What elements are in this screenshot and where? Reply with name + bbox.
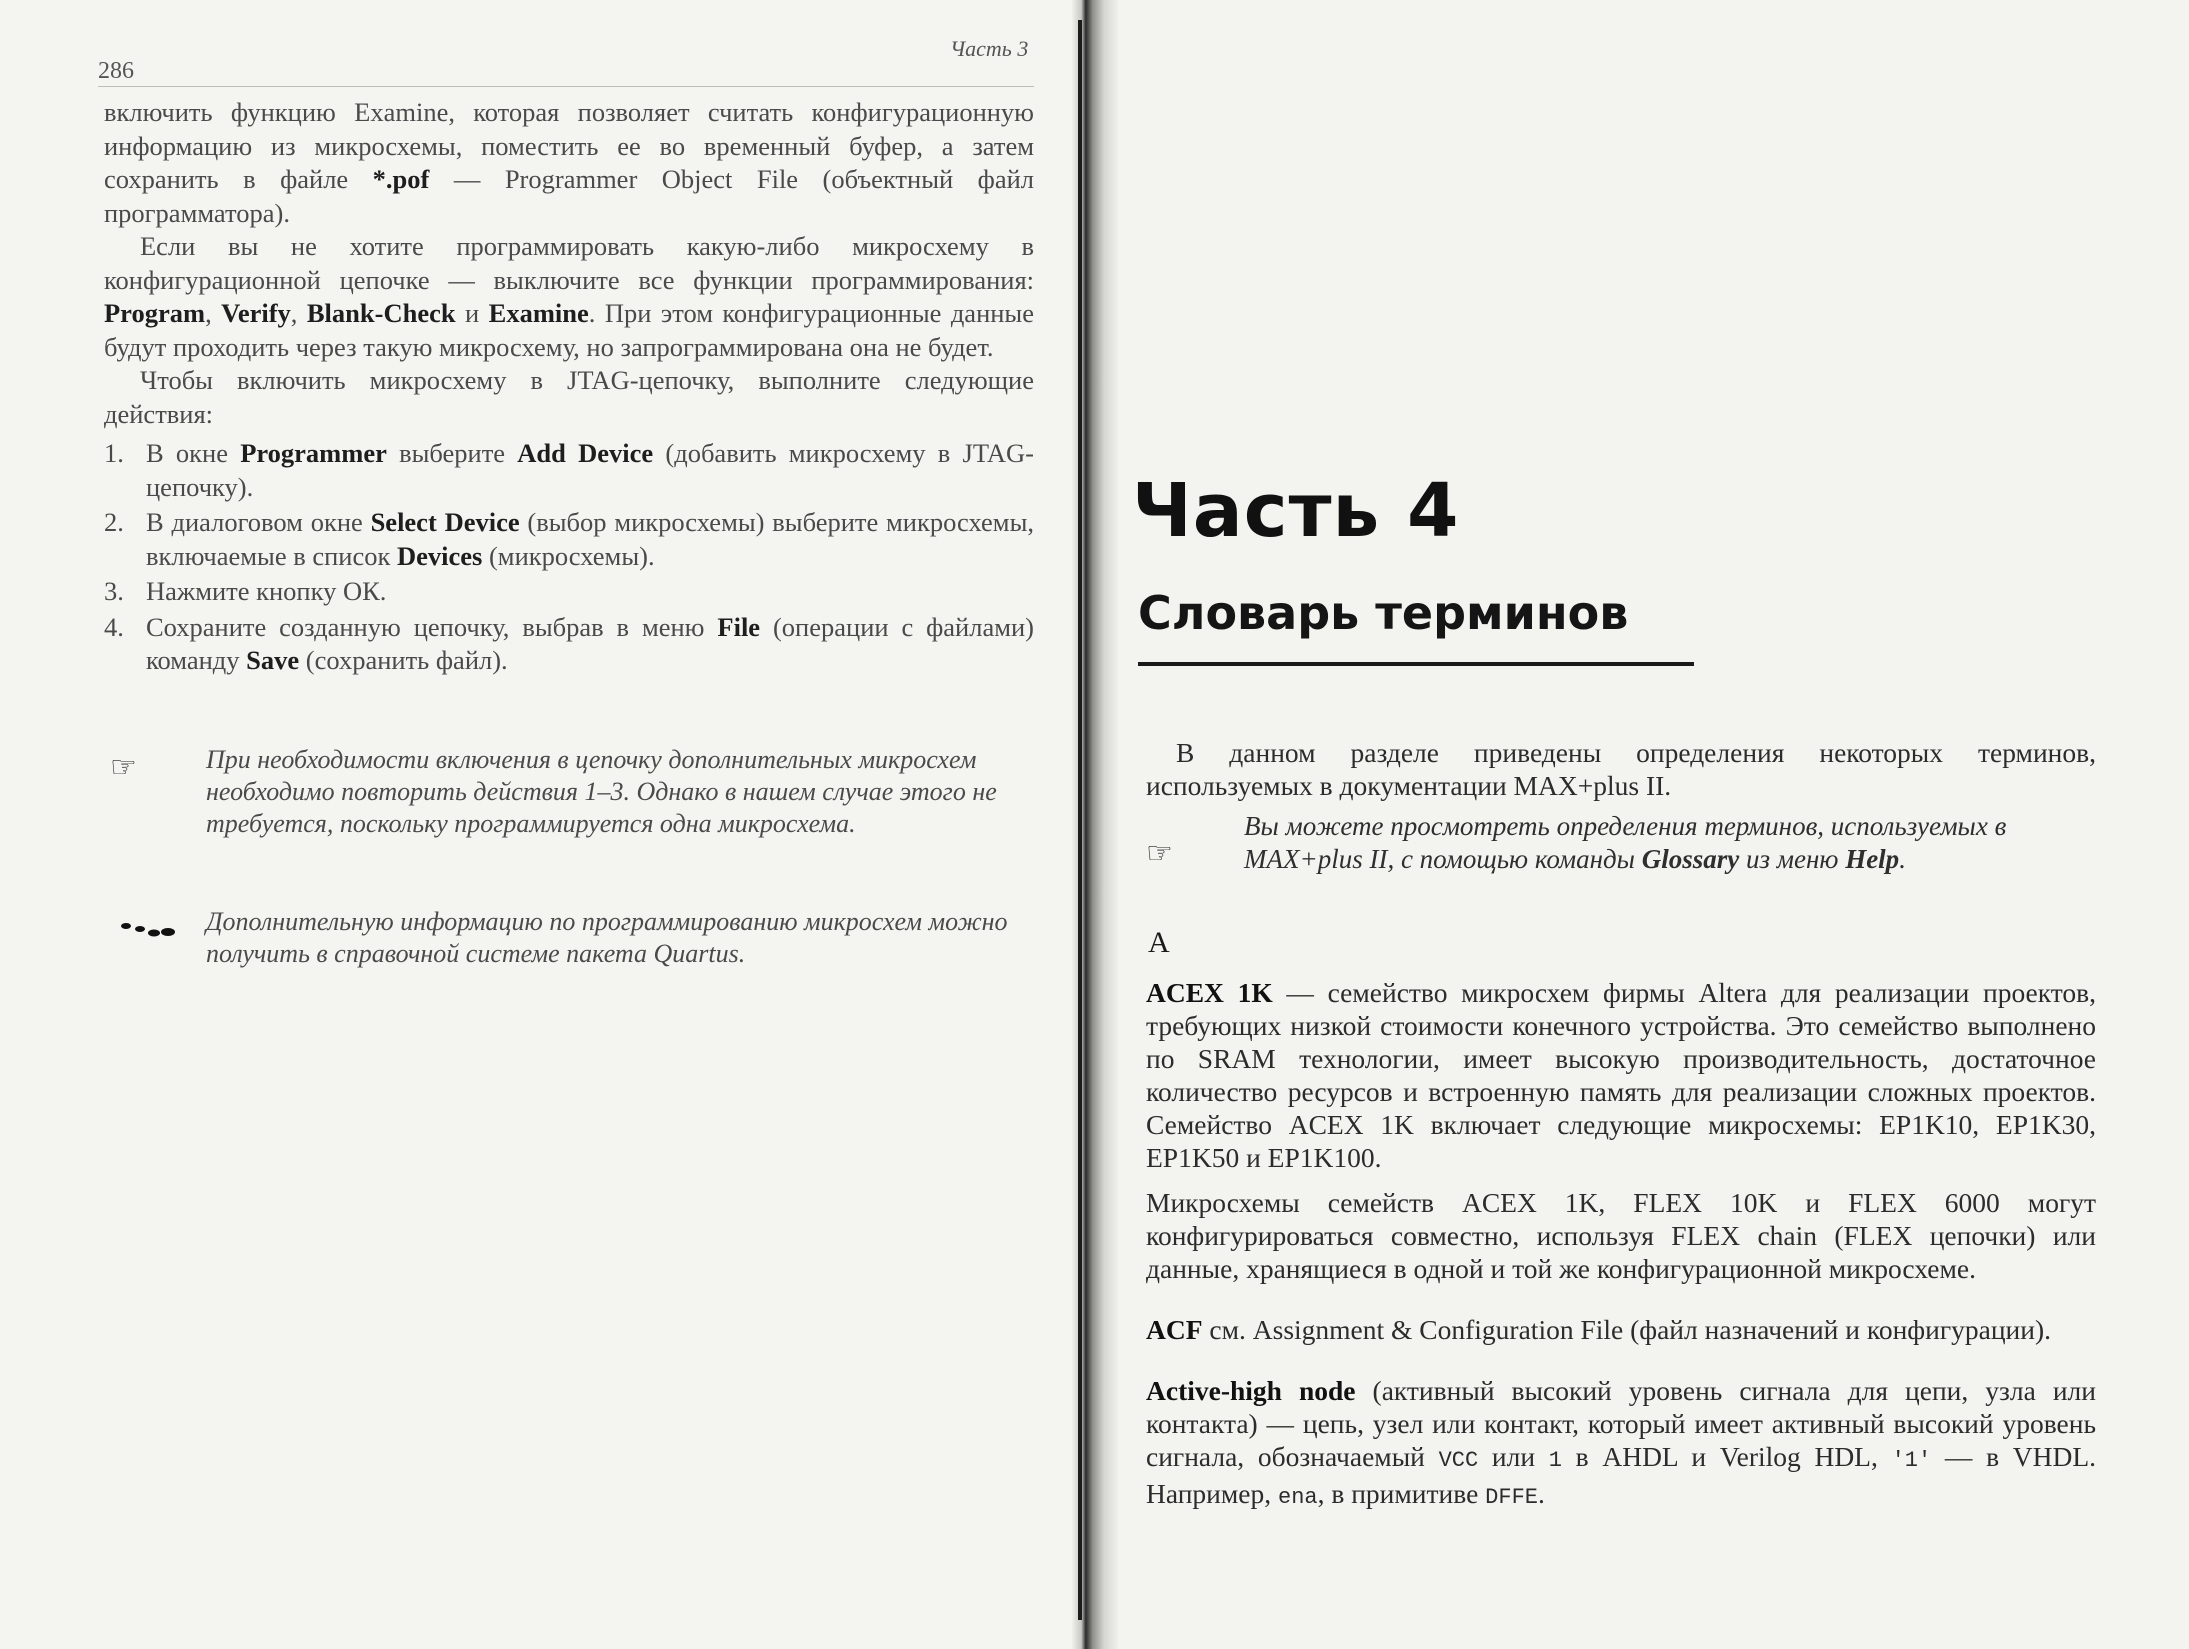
intro-paragraph: В данном разделе приведены определения некоторых терминов, используемых в документации MAX+plus II. [1146,737,2096,801]
left-page [0,0,1078,1649]
entry-active-high-node: Active-high node (активный высокий уровень сигнала для цепи, узла или контакта) — цепь, узел или контакт, который имеет активный высокий уровень сигнала, обозначаемый VCC или 1 в AHDL и Verilog HDL, '1' — в VHDL. Например, ena, в примитиве DFFE. [1146,1375,2096,1510]
entry-acex-1k: ACEX 1K — семейство микросхем фирмы Altera для реализации проектов, требующих низкой стоимости конечного устройства. Это семейство выполнено по SRAM технологии, имеет высокую производительность, достаточное количество ресурсов и встроенную память для реализации сложных проектов. Семейство ACEX 1K включает следующие микросхемы: EP1K10, EP1K30, EP1K50 и EP1K100. [1146,977,2097,1173]
running-head: Часть 3 [950,36,1029,61]
page-number: 286 [98,58,134,84]
list-item: 3. Нажмите кнопку ОК. [104,576,387,606]
chapter-title: Словарь терминов [1138,586,1629,640]
footsteps-icon [118,920,178,940]
header-rule [98,86,1034,87]
note-glossary-help: Вы можете просмотреть определения терминов, используемых в MAX+plus II, с помощью команды Glossary из меню Help. [1244,811,2007,874]
gutter-shadow-line [1078,20,1082,1620]
steps-list [104,437,1034,678]
pointing-hand-icon: ☞ [1146,837,1173,870]
section-letter: A [1148,926,1170,959]
pointing-hand-icon: ☞ [110,751,137,784]
list-item: 2. В диалоговом окне Select Device (выбор микросхемы) выберите микросхемы, включаемые в список Devices (микросхемы). [104,507,1034,571]
note-repeat-steps: При необходимости включения в цепочку дополнительных микросхем необходимо повторить действия 1–3. Однако в нашем случае этого не требуется, поскольку программируется одна микросхема. [206,745,997,838]
chapter-title-rule [1138,662,1694,666]
entry-acex-1k-config: Микросхемы семейств ACEX 1K, FLEX 10K и FLEX 6000 могут конфигурироваться совместно, используя FLEX chain (FLEX цепочки) или данные, хранящиеся в одной и той же конфигурационной микросхеме. [1146,1187,2096,1284]
list-item: 1. В окне Programmer выберите Add Device (добавить микросхему в JTAG-цепочку). [104,438,1034,502]
glossary-entries [1146,976,2096,1526]
paragraph-examine: включить функцию Examine, которая позволяет считать конфигурационную информацию из микросхемы, поместить ее во временный буфер, а затем сохранить в файле *.pof — Programmer Object File (объектный файл программатора). [104,97,1034,228]
paragraph-jtag-intro: Чтобы включить микросхему в JTAG-цепочку, выполните следующие действия: [104,365,1034,429]
glossary-intro [1146,736,2096,802]
note-additional-info: Дополнительную информацию по программированию микросхем можно получить в справочной системе пакета Quartus. [206,907,1008,968]
left-body-text [104,96,1034,680]
part-title: Часть 4 [1132,468,1460,554]
entry-acf: ACF см. Assignment & Configuration File (файл назначений и конфигурации). [1146,1314,2052,1345]
list-item: 4. Сохраните созданную цепочку, выбрав в меню File (операции с файлами) команду Save (сохранить файл). [104,611,1034,675]
paragraph-disable-programming: Если вы не хотите программировать какую-либо микросхему в конфигурационной цепочке — выключите все функции программирования: Program, Verify, Blank-Check и Examine. При этом конфигурационные данные будут проходить через такую микросхему, но запрограммирована она не будет. [104,231,1034,362]
